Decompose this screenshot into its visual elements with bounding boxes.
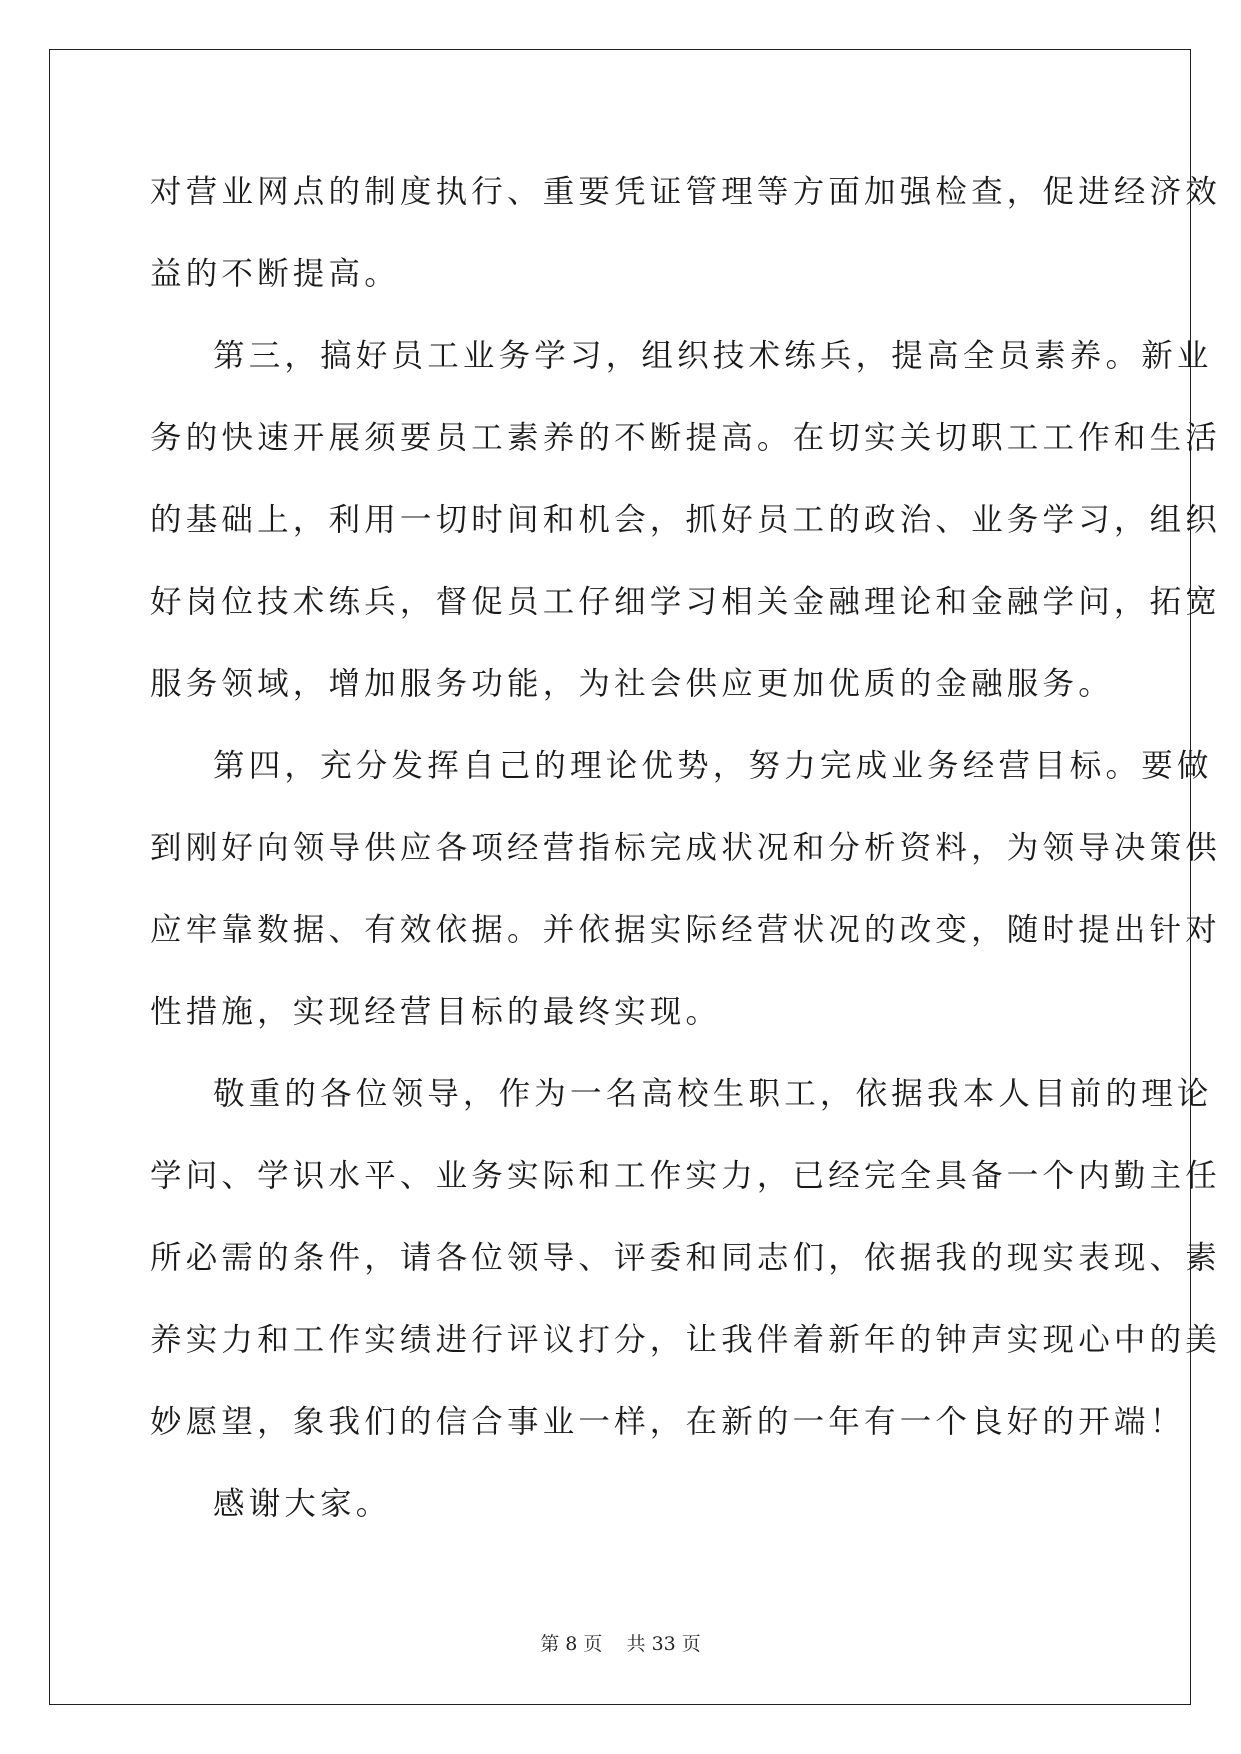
text-line: 养实力和工作实绩进行评议打分，让我伴着新年的钟声实现心中的美 xyxy=(150,1322,1222,1358)
text-line: 益的不断提高。 xyxy=(150,256,400,292)
text-line: 务的快速开展须要员工素养的不断提高。在切实关切职工工作和生活 xyxy=(150,420,1222,456)
text-line: 学问、学识水平、业务实际和工作实力，已经完全具备一个内勤主任 xyxy=(150,1158,1222,1194)
paragraph-start-line: 第三，搞好员工业务学习，组织技术练兵，提高全员素养。新业 xyxy=(213,338,1213,374)
text-line: 的基础上，利用一切时间和机会，抓好员工的政治、业务学习，组织 xyxy=(150,502,1222,538)
text-line: 到刚好向领导供应各项经营指标完成状况和分析资料，为领导决策供 xyxy=(150,830,1222,866)
paragraph-start-line: 第四，充分发挥自己的理论优势，努力完成业务经营目标。要做 xyxy=(213,748,1213,784)
text-line: 性措施，实现经营目标的最终实现。 xyxy=(150,994,722,1030)
text-line: 妙愿望，象我们的信合事业一样，在新的一年有一个良好的开端！ xyxy=(150,1404,1186,1440)
text-line: 服务领域，增加服务功能，为社会供应更加优质的金融服务。 xyxy=(150,666,1114,702)
text-line: 对营业网点的制度执行、重要凭证管理等方面加强检查，促进经济效 xyxy=(150,174,1222,210)
paragraph-start-line: 敬重的各位领导，作为一名高校生职工，依据我本人目前的理论 xyxy=(213,1076,1213,1112)
text-line: 好岗位技术练兵，督促员工仔细学习相关金融理论和金融学问，拓宽 xyxy=(150,584,1222,620)
text-line: 应牢靠数据、有效依据。并依据实际经营状况的改变，随时提出针对 xyxy=(150,912,1222,948)
document-body xyxy=(150,162,1222,1556)
paragraph-start-line: 感谢大家。 xyxy=(213,1486,392,1522)
text-line: 所必需的条件，请各位领导、评委和同志们，依据我的现实表现、素 xyxy=(150,1240,1222,1276)
page-number-footer: 第 8 页 共 33 页 xyxy=(540,1633,701,1655)
